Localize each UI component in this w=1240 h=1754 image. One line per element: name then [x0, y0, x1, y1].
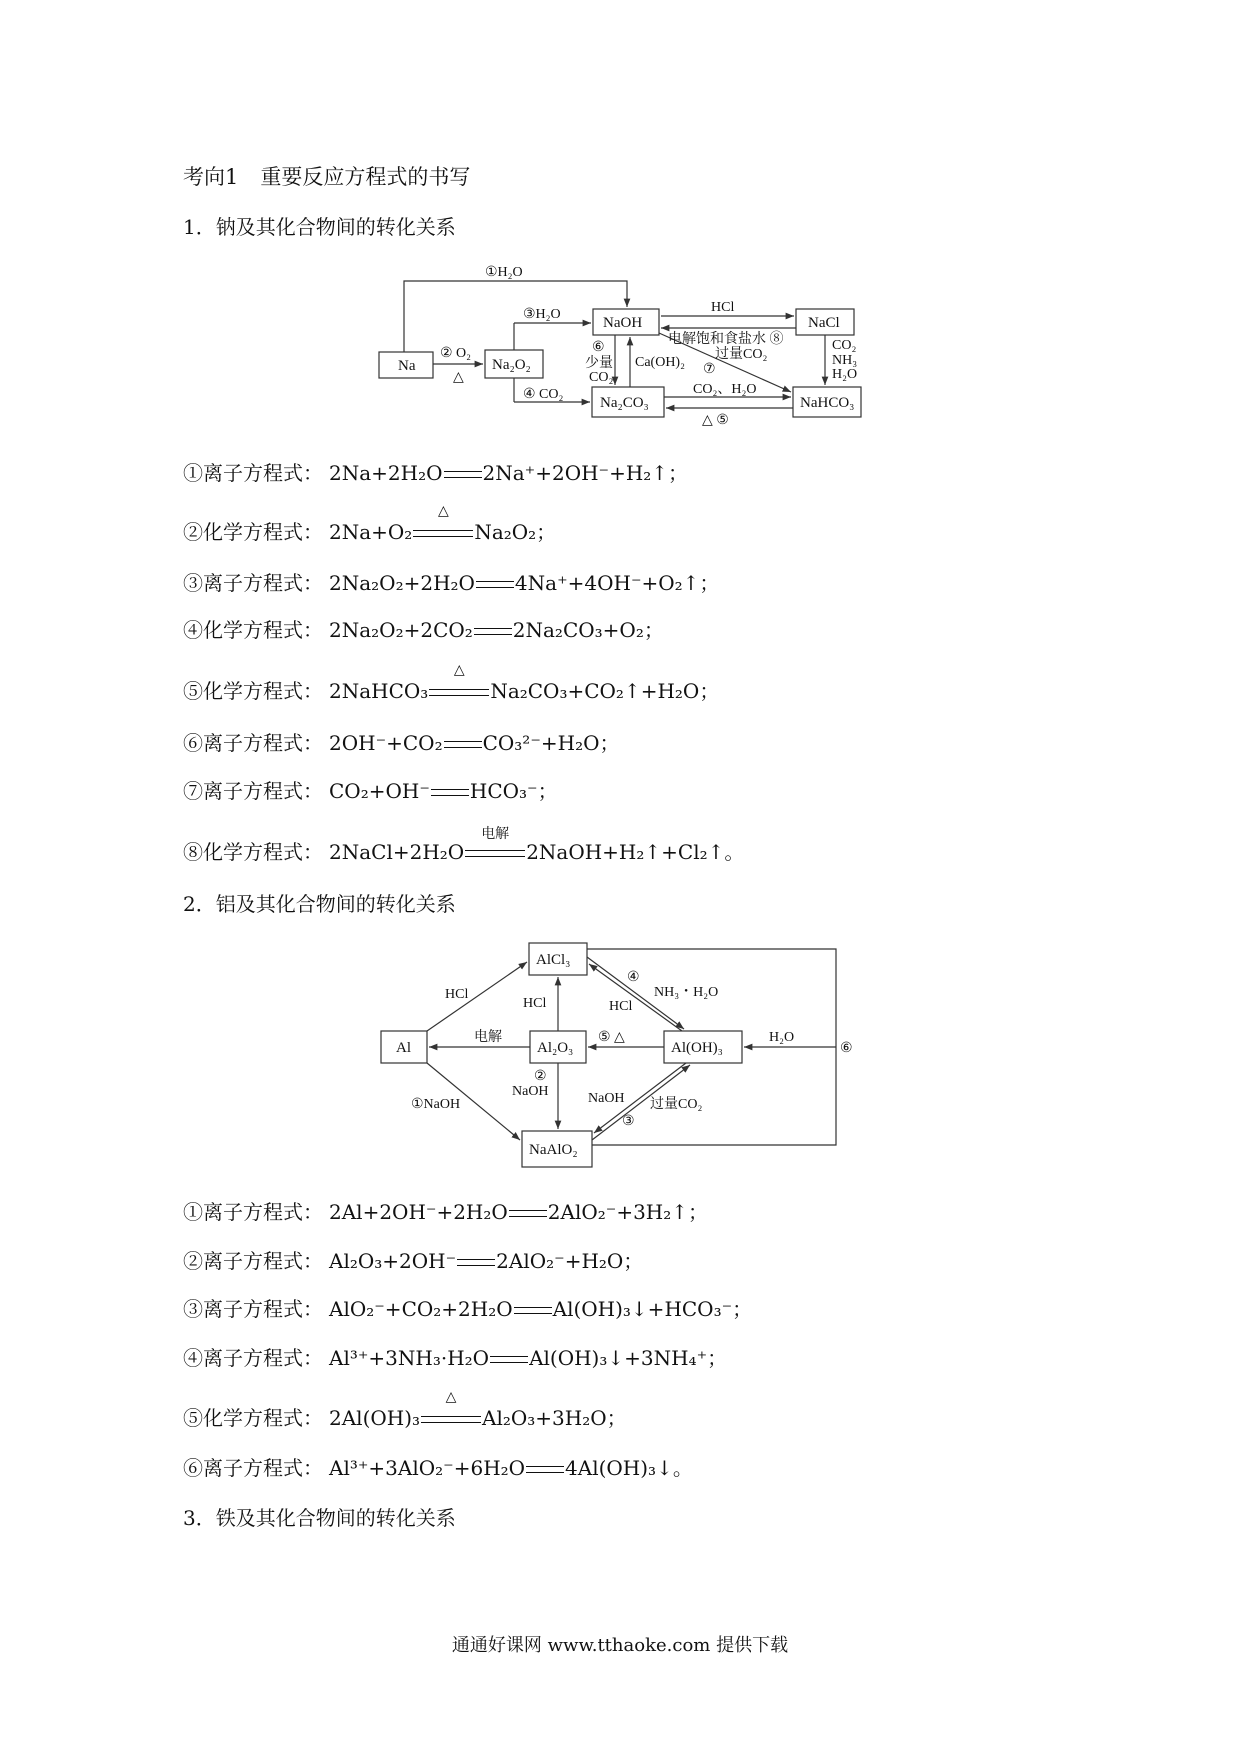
label-hcl: HCl	[711, 300, 735, 315]
na-equation-5: ⑤化学方程式： 2NaHCO₃ △ Na₂CO₃+CO₂↑+H₂O；	[183, 662, 720, 703]
label-r6: ⑥	[592, 340, 605, 355]
label-nh3-h2o: NH₃・H₂O	[654, 985, 719, 1000]
label-excess-co2: 过量CO₂	[715, 347, 768, 362]
label-r1: ①H₂O	[485, 265, 523, 280]
label-r2: ②	[534, 1069, 547, 1084]
al-equation-6: ⑥离子方程式： Al³⁺+3AlO₂⁻+6H₂O 4Al(OH)₃↓。	[183, 1456, 693, 1480]
label-r6-co2: CO₂	[589, 370, 614, 385]
label-r2: ② O₂	[440, 346, 472, 361]
na2o2-node: Na₂O₂	[492, 357, 531, 373]
al-equation-1: ①离子方程式： 2Al+2OH⁻+2H₂O 2AlO₂⁻+3H₂↑；	[183, 1200, 709, 1224]
al2o3-node: Al₂O₃	[537, 1040, 574, 1056]
label-hcl-1: HCl	[445, 987, 469, 1002]
na-node: Na	[398, 358, 416, 374]
label-excess-co2: 过量CO₂	[650, 1097, 703, 1112]
na2co3-node: Na₂CO₃	[600, 395, 649, 411]
nacl-node: NaCl	[808, 315, 840, 331]
naalo2-node: NaAlO₂	[529, 1142, 578, 1158]
label-caoh2: Ca(OH)₂	[635, 355, 685, 370]
label-hcl-3: HCl	[609, 999, 633, 1014]
heading-number: 考向1	[183, 165, 239, 189]
label-electrolysis: 电解	[474, 1030, 502, 1045]
aloh3-node: Al(OH)₃	[671, 1040, 723, 1056]
na-equation-4: ④化学方程式： 2Na₂O₂+2CO₂ 2Na₂CO₃+O₂；	[183, 618, 664, 642]
label-hcl-2: HCl	[523, 996, 547, 1011]
label-r4: ④ CO₂	[523, 387, 564, 402]
section-title-aluminum: 2．铝及其化合物间的转化关系	[183, 892, 456, 916]
label-nh3: NH₃	[832, 353, 858, 368]
na-equation-3: ③离子方程式： 2Na₂O₂+2H₂O 4Na⁺+4OH⁻+O₂↑；	[183, 571, 720, 595]
label-r3: ③	[622, 1114, 635, 1129]
al-node: Al	[396, 1040, 411, 1056]
label-electrolysis: 电解饱和食盐水 ⑧	[668, 332, 784, 347]
label-r4: ④	[627, 970, 640, 985]
label-naoh-1: NaOH	[512, 1084, 549, 1099]
label-r5: ⑤ △	[598, 1030, 625, 1045]
page-footer: 通通好课网 www.tthaoke.com 提供下载	[451, 1635, 789, 1656]
label-h2o: H₂O	[832, 367, 858, 382]
label-h2o: H₂O	[769, 1030, 795, 1045]
na-equation-7: ⑦离子方程式： CO₂+OH⁻ HCO₃⁻；	[183, 779, 558, 803]
label-r6: ⑥	[840, 1041, 853, 1056]
na-equation-6: ⑥离子方程式： 2OH⁻+CO₂ CO₃²⁻+H₂O；	[183, 731, 620, 755]
label-co2-h2o: CO₂、H₂O	[693, 382, 757, 397]
label-r3: ③H₂O	[523, 307, 561, 322]
na-equation-1: ①离子方程式： 2Na+2H₂O 2Na⁺+2OH⁻+H₂↑；	[183, 461, 689, 485]
label-r6-small: 少量	[585, 356, 613, 371]
na-equation-8: ⑧化学方程式： 2NaCl+2H₂O 电解 2NaOH+H₂↑+Cl₂↑。	[183, 826, 745, 864]
label-naoh-2: NaOH	[588, 1091, 625, 1106]
label-r5: △ ⑤	[702, 413, 729, 428]
section-title-iron: 3．铁及其化合物间的转化关系	[183, 1506, 456, 1530]
al-equation-4: ④离子方程式： Al³⁺+3NH₃·H₂O Al(OH)₃↓+3NH₄⁺；	[183, 1346, 728, 1370]
naoh-node: NaOH	[603, 315, 643, 331]
nahco3-node: NaHCO₃	[800, 395, 855, 411]
al-equation-5: ⑤化学方程式： 2Al(OH)₃ △ Al₂O₃+3H₂O；	[183, 1389, 627, 1430]
label-r1-naoh: ①NaOH	[411, 1097, 461, 1112]
label-r2-heat: △	[453, 370, 464, 385]
heading-title: 重要反应方程式的书写	[260, 165, 471, 189]
label-co2: CO₂	[832, 338, 857, 353]
section-title-sodium: 1．钠及其化合物间的转化关系	[183, 215, 456, 239]
alcl3-node: AlCl₃	[536, 952, 571, 968]
na-equation-2: ②化学方程式： 2Na+O₂ △ Na₂O₂；	[183, 503, 557, 544]
al-equation-2: ②离子方程式： Al₂O₃+2OH⁻ 2AlO₂⁻+H₂O；	[183, 1249, 644, 1273]
label-r7: ⑦	[703, 362, 716, 377]
al-equation-3: ③离子方程式： AlO₂⁻+CO₂+2H₂O Al(OH)₃↓+HCO₃⁻；	[183, 1297, 753, 1321]
